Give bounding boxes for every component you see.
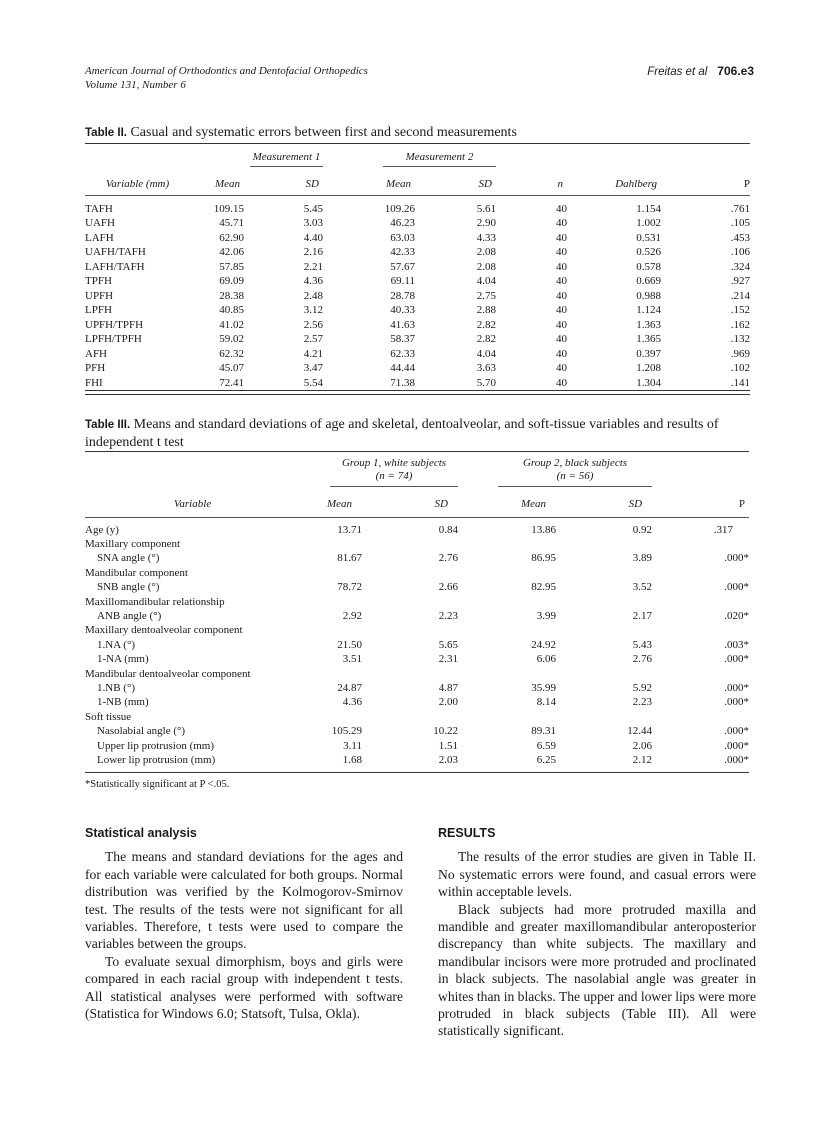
table-cell: 1.154 bbox=[636, 202, 661, 215]
table-cell: .105 bbox=[730, 217, 750, 230]
table-cell: 5.65 bbox=[438, 638, 458, 651]
table-cell: 109.15 bbox=[213, 202, 244, 215]
table-cell: 78.72 bbox=[337, 581, 362, 594]
variable-name: PFH bbox=[85, 362, 106, 375]
table-cell: 1.208 bbox=[636, 362, 661, 375]
table-cell: .214 bbox=[730, 289, 750, 302]
category-label: Soft tissue bbox=[85, 710, 132, 723]
group-1-name: Group 1, white subjects bbox=[341, 456, 447, 469]
table-cell: .000* bbox=[724, 681, 750, 694]
variable-name: Upper lip protrusion (mm) bbox=[97, 739, 215, 752]
table-cell: 40 bbox=[556, 333, 567, 346]
table2-label: Table II. bbox=[85, 127, 127, 139]
table-row bbox=[85, 231, 750, 246]
table-row bbox=[85, 318, 750, 333]
table-cell: 40 bbox=[556, 289, 567, 302]
table-row bbox=[85, 274, 750, 289]
table-cell: .003* bbox=[724, 638, 750, 651]
table-cell: .000* bbox=[724, 725, 750, 738]
table-cell: 2.48 bbox=[303, 289, 323, 302]
table-cell: 1.51 bbox=[438, 739, 458, 752]
table-row bbox=[85, 695, 749, 709]
table2 bbox=[85, 143, 750, 395]
table-cell: 8.14 bbox=[536, 696, 556, 709]
statistical-analysis-section bbox=[85, 825, 403, 1022]
group-1-header bbox=[330, 457, 458, 487]
category-label: Mandibular component bbox=[85, 566, 188, 579]
table-cell: 2.12 bbox=[632, 753, 653, 766]
table-cell: 5.43 bbox=[632, 638, 653, 651]
table-cell: 0.526 bbox=[636, 246, 661, 259]
column-header: Mean bbox=[214, 178, 240, 191]
table-cell: 40.33 bbox=[390, 304, 415, 317]
table-cell: .324 bbox=[730, 260, 750, 273]
table-cell: 40.85 bbox=[219, 304, 244, 317]
category-row bbox=[85, 594, 749, 608]
variable-name: LPFH/TPFH bbox=[85, 333, 142, 346]
variable-name: UPFH/TPFH bbox=[85, 318, 144, 331]
variable-name: Age (y) bbox=[85, 523, 119, 536]
table-cell: 69.11 bbox=[390, 275, 415, 288]
table-cell: .000* bbox=[724, 739, 750, 752]
page-header-right bbox=[647, 64, 754, 78]
table-cell: 2.57 bbox=[303, 333, 323, 346]
table-cell: 2.08 bbox=[476, 246, 496, 259]
table-row bbox=[85, 289, 750, 304]
table-cell: 4.21 bbox=[303, 347, 323, 360]
table-cell: .969 bbox=[730, 347, 750, 360]
table-cell: 2.31 bbox=[438, 653, 458, 666]
table-cell: 42.33 bbox=[390, 246, 415, 259]
journal-name: American Journal of Orthodontics and Dentofacial Orthopedics bbox=[85, 65, 368, 77]
table-cell: 3.03 bbox=[303, 217, 323, 230]
table-row bbox=[85, 361, 750, 376]
table-cell: 4.36 bbox=[303, 275, 323, 288]
table-cell: 3.12 bbox=[303, 304, 323, 317]
category-label: Maxillomandibular relationship bbox=[85, 595, 225, 608]
table-cell: 89.31 bbox=[531, 725, 556, 738]
table-cell: 28.78 bbox=[390, 289, 415, 302]
table-cell: 13.86 bbox=[531, 523, 556, 536]
group-measurement-1: Measurement 1 bbox=[250, 151, 323, 167]
column-header: Mean bbox=[385, 178, 411, 191]
variable-name: UPFH bbox=[85, 289, 114, 302]
table-cell: 2.23 bbox=[632, 696, 653, 709]
table-cell: 28.38 bbox=[219, 289, 244, 302]
table-cell: 41.63 bbox=[390, 318, 415, 331]
table-cell: 1.365 bbox=[636, 333, 661, 346]
paragraph: To evaluate sexual dimorphism, boys and girls were compared in each racial group with independent t tests. All statistical analyses were performed with software (Statistica for Windows 6.0; Statsoft, Tulsa, Okla). bbox=[85, 953, 403, 1022]
category-row bbox=[85, 623, 749, 637]
category-row bbox=[85, 710, 749, 724]
table-row bbox=[85, 347, 750, 362]
table-cell: 0.84 bbox=[438, 523, 458, 536]
variable-name: ANB angle (°) bbox=[97, 610, 162, 623]
section-heading: RESULTS bbox=[438, 826, 496, 840]
table3-caption bbox=[85, 416, 757, 451]
table-cell: 2.76 bbox=[632, 653, 653, 666]
table-cell: .106 bbox=[730, 246, 750, 259]
table-cell: 13.71 bbox=[337, 523, 362, 536]
table-cell: 4.04 bbox=[476, 275, 496, 288]
table-cell: 4.04 bbox=[476, 347, 496, 360]
column-header: P bbox=[743, 178, 750, 191]
table-cell: 40 bbox=[556, 217, 567, 230]
column-header: Dahlberg bbox=[615, 178, 657, 191]
group-2-name: Group 2, black subjects bbox=[522, 456, 628, 469]
table3-footnote: *Statistically significant at P <.05. bbox=[85, 779, 230, 790]
table-cell: 2.06 bbox=[632, 739, 653, 752]
table-cell: 6.59 bbox=[536, 739, 556, 752]
table-cell: 2.16 bbox=[303, 246, 323, 259]
table-cell: 82.95 bbox=[531, 581, 556, 594]
variable-name: 1.NB (°) bbox=[97, 681, 136, 694]
table-row bbox=[85, 551, 749, 565]
table-cell: .102 bbox=[730, 362, 750, 375]
variable-name: UAFH bbox=[85, 217, 115, 230]
table-cell: 1.304 bbox=[636, 376, 661, 389]
table-cell: 40 bbox=[556, 362, 567, 375]
table-cell: 21.50 bbox=[337, 638, 362, 651]
page-number: 706.e3 bbox=[717, 64, 754, 78]
table-cell: 40 bbox=[556, 347, 567, 360]
table-cell: 40 bbox=[556, 202, 567, 215]
table-cell: 1.363 bbox=[636, 318, 661, 331]
table-cell: .020* bbox=[724, 610, 750, 623]
table-cell: 59.02 bbox=[219, 333, 244, 346]
table-cell: 5.54 bbox=[303, 376, 323, 389]
variable-name: Nasolabial angle (°) bbox=[97, 725, 186, 738]
table-cell: 1.68 bbox=[342, 753, 362, 766]
table-cell: 3.89 bbox=[632, 552, 653, 565]
table-cell: 24.92 bbox=[531, 638, 556, 651]
table2-caption bbox=[85, 124, 757, 142]
table-cell: 40 bbox=[556, 246, 567, 259]
table-cell: 71.38 bbox=[390, 376, 415, 389]
table-cell: 46.23 bbox=[390, 217, 415, 230]
table-cell: 2.90 bbox=[476, 217, 496, 230]
table-cell: 63.03 bbox=[390, 231, 415, 244]
column-header: SD bbox=[434, 498, 448, 511]
table-cell: 40 bbox=[556, 304, 567, 317]
table-cell: .000* bbox=[724, 581, 750, 594]
table-cell: 42.06 bbox=[219, 246, 244, 259]
table-cell: .761 bbox=[730, 202, 750, 215]
paragraph: The results of the error studies are given in Table II. No systematic errors were found, and casual errors were within acceptable levels. bbox=[438, 849, 756, 900]
table-row bbox=[85, 753, 749, 767]
column-header: Variable (mm) bbox=[105, 178, 170, 191]
table-cell: 4.36 bbox=[342, 696, 362, 709]
category-label: Maxillary component bbox=[85, 538, 181, 551]
table3-label: Table III. bbox=[85, 419, 131, 431]
table-cell: .317 bbox=[713, 523, 734, 536]
table-cell: 3.51 bbox=[342, 653, 362, 666]
table-cell: .000* bbox=[724, 552, 750, 565]
authors: Freitas et al bbox=[647, 66, 708, 78]
table-cell: 2.08 bbox=[476, 260, 496, 273]
table-cell: 81.67 bbox=[337, 552, 362, 565]
table-cell: 2.21 bbox=[303, 260, 323, 273]
table-cell: 12.44 bbox=[627, 725, 653, 738]
table-cell: 86.95 bbox=[531, 552, 556, 565]
table-cell: 41.02 bbox=[219, 318, 244, 331]
group-measurement-2: Measurement 2 bbox=[383, 151, 496, 167]
table-cell: 4.40 bbox=[303, 231, 323, 244]
table-cell: 10.22 bbox=[433, 725, 458, 738]
variable-name: LAFH/TAFH bbox=[85, 260, 145, 273]
variable-name: TPFH bbox=[85, 275, 112, 288]
variable-name: UAFH/TAFH bbox=[85, 246, 146, 259]
variable-name: SNA angle (°) bbox=[97, 552, 160, 565]
column-header: Mean bbox=[326, 498, 352, 511]
table-cell: 109.26 bbox=[384, 202, 415, 215]
paragraph: The means and standard deviations for the ages and for each variable were calculated for both groups. Normal distribution was verified by the Kolmogorov-Smirnov test. The results of the tests were not significant for all variables. Therefore, t tests were used to compare the variables between the groups. bbox=[85, 849, 403, 952]
variable-name: Lower lip protrusion (mm) bbox=[97, 753, 216, 766]
table-cell: .162 bbox=[730, 318, 750, 331]
variable-name: FHI bbox=[85, 376, 103, 389]
table-cell: 2.23 bbox=[438, 610, 458, 623]
table-cell: 2.03 bbox=[438, 753, 458, 766]
table-cell: 58.37 bbox=[390, 333, 415, 346]
table-cell: 40 bbox=[556, 231, 567, 244]
table-cell: 0.578 bbox=[636, 260, 661, 273]
table-row bbox=[85, 376, 750, 391]
table-cell: 69.09 bbox=[219, 275, 244, 288]
table-row bbox=[85, 332, 750, 347]
table3-title: Means and standard deviations of age and skeletal, dentoalveolar, and soft-tissue variables and results of independent t test bbox=[85, 417, 719, 450]
table-cell: 0.531 bbox=[636, 231, 661, 244]
column-header: SD bbox=[305, 178, 319, 191]
table-cell: 62.90 bbox=[219, 231, 244, 244]
variable-name: TAFH bbox=[85, 202, 113, 215]
table-row bbox=[85, 609, 749, 623]
table-cell: 2.00 bbox=[438, 696, 458, 709]
table3 bbox=[85, 451, 749, 773]
category-row bbox=[85, 566, 749, 580]
variable-name: AFH bbox=[85, 347, 108, 360]
table-cell: 40 bbox=[556, 260, 567, 273]
table-cell: .000* bbox=[724, 753, 750, 766]
table-cell: 2.56 bbox=[303, 318, 323, 331]
category-row bbox=[85, 666, 749, 680]
column-header: P bbox=[738, 498, 746, 511]
table-cell: 5.61 bbox=[476, 202, 496, 215]
table-cell: 5.70 bbox=[476, 376, 496, 389]
table-cell: .453 bbox=[730, 231, 750, 244]
table2-title: Casual and systematic errors between first and second measurements bbox=[130, 125, 517, 140]
table-cell: 3.11 bbox=[343, 739, 362, 752]
column-header: n bbox=[557, 178, 563, 191]
table-cell: 57.85 bbox=[219, 260, 244, 273]
table-cell: 2.82 bbox=[476, 333, 496, 346]
column-header: Mean bbox=[520, 498, 546, 511]
table-cell: 3.52 bbox=[632, 581, 653, 594]
table-row bbox=[85, 580, 749, 594]
volume-info: Volume 131, Number 6 bbox=[85, 79, 186, 91]
table-cell: 2.82 bbox=[476, 318, 496, 331]
column-header: SD bbox=[628, 498, 643, 511]
variable-name: LAFH bbox=[85, 231, 114, 244]
column-header: SD bbox=[478, 178, 492, 191]
table-cell: 62.32 bbox=[219, 347, 244, 360]
table-row bbox=[85, 260, 750, 275]
table-row bbox=[85, 303, 750, 318]
table-cell: 3.63 bbox=[476, 362, 496, 375]
table-cell: 3.47 bbox=[303, 362, 323, 375]
variable-name: 1-NA (mm) bbox=[97, 653, 149, 666]
variable-name: SNB angle (°) bbox=[97, 581, 160, 594]
table-cell: .141 bbox=[730, 376, 750, 389]
table-cell: 72.41 bbox=[219, 376, 244, 389]
table-cell: .152 bbox=[730, 304, 750, 317]
section-heading: Statistical analysis bbox=[85, 826, 197, 840]
table-cell: 2.76 bbox=[438, 552, 458, 565]
category-label: Mandibular dentoalveolar component bbox=[85, 667, 251, 680]
paragraph: Black subjects had more protruded maxilla and mandible and greater maxillomandibular anteroposterior discrepancy than white subjects. The maxillary and mandibular incisors were more protruded and proclinated in black subjects. The nasolabial angle was greater in whites than in blacks. The upper and lower lips were more protruded in black subjects (Table III). All were statistically significant. bbox=[438, 901, 756, 1039]
column-header: Variable bbox=[173, 498, 212, 511]
table-cell: 0.397 bbox=[636, 347, 661, 360]
table-row bbox=[85, 681, 749, 695]
table-cell: 105.29 bbox=[331, 725, 362, 738]
table-cell: 2.66 bbox=[438, 581, 458, 594]
table-cell: 24.87 bbox=[337, 681, 362, 694]
table-cell: 44.44 bbox=[390, 362, 415, 375]
table-row bbox=[85, 216, 750, 231]
table-cell: 35.99 bbox=[531, 681, 556, 694]
table-row bbox=[85, 652, 749, 666]
table-row bbox=[85, 738, 749, 752]
table-cell: 62.33 bbox=[390, 347, 415, 360]
table-cell: 57.67 bbox=[390, 260, 415, 273]
table-cell: .927 bbox=[730, 275, 750, 288]
table-cell: 40 bbox=[556, 318, 567, 331]
table-cell: .000* bbox=[724, 696, 750, 709]
variable-name: 1.NA (°) bbox=[97, 638, 136, 651]
table-cell: 0.669 bbox=[636, 275, 661, 288]
table-row bbox=[85, 638, 749, 652]
group-2-n: (n = 56) bbox=[556, 469, 594, 482]
table-cell: 2.17 bbox=[632, 610, 653, 623]
table-cell: 5.45 bbox=[303, 202, 323, 215]
variable-name: LPFH bbox=[85, 304, 112, 317]
table-cell: 1.002 bbox=[636, 217, 661, 230]
table-cell: .000* bbox=[724, 653, 750, 666]
table-cell: 40 bbox=[556, 275, 567, 288]
table-cell: 3.99 bbox=[536, 610, 556, 623]
table-cell: 45.07 bbox=[219, 362, 244, 375]
table-row bbox=[85, 245, 750, 260]
table-row bbox=[85, 202, 750, 217]
table-row bbox=[85, 523, 749, 537]
category-row bbox=[85, 537, 749, 551]
table-cell: 2.88 bbox=[476, 304, 496, 317]
group-1-n: (n = 74) bbox=[375, 469, 413, 482]
table-row bbox=[85, 724, 749, 738]
table-cell: 40 bbox=[556, 376, 567, 389]
table-cell: 2.75 bbox=[476, 289, 496, 302]
table-cell: 4.87 bbox=[438, 681, 458, 694]
results-section bbox=[438, 825, 756, 1040]
table-cell: 6.06 bbox=[536, 653, 556, 666]
table-cell: 6.25 bbox=[536, 753, 556, 766]
table-cell: 0.988 bbox=[636, 289, 661, 302]
table-cell: 1.124 bbox=[636, 304, 661, 317]
table-cell: 5.92 bbox=[632, 681, 653, 694]
group-2-header bbox=[498, 457, 652, 487]
table-cell: 4.33 bbox=[476, 231, 496, 244]
running-header bbox=[85, 64, 368, 92]
table-cell: 2.92 bbox=[342, 610, 362, 623]
variable-name: 1-NB (mm) bbox=[97, 696, 149, 709]
category-label: Maxillary dentoalveolar component bbox=[85, 624, 243, 637]
table-cell: .132 bbox=[730, 333, 750, 346]
table-cell: 0.92 bbox=[632, 523, 653, 536]
table-cell: 45.71 bbox=[219, 217, 244, 230]
